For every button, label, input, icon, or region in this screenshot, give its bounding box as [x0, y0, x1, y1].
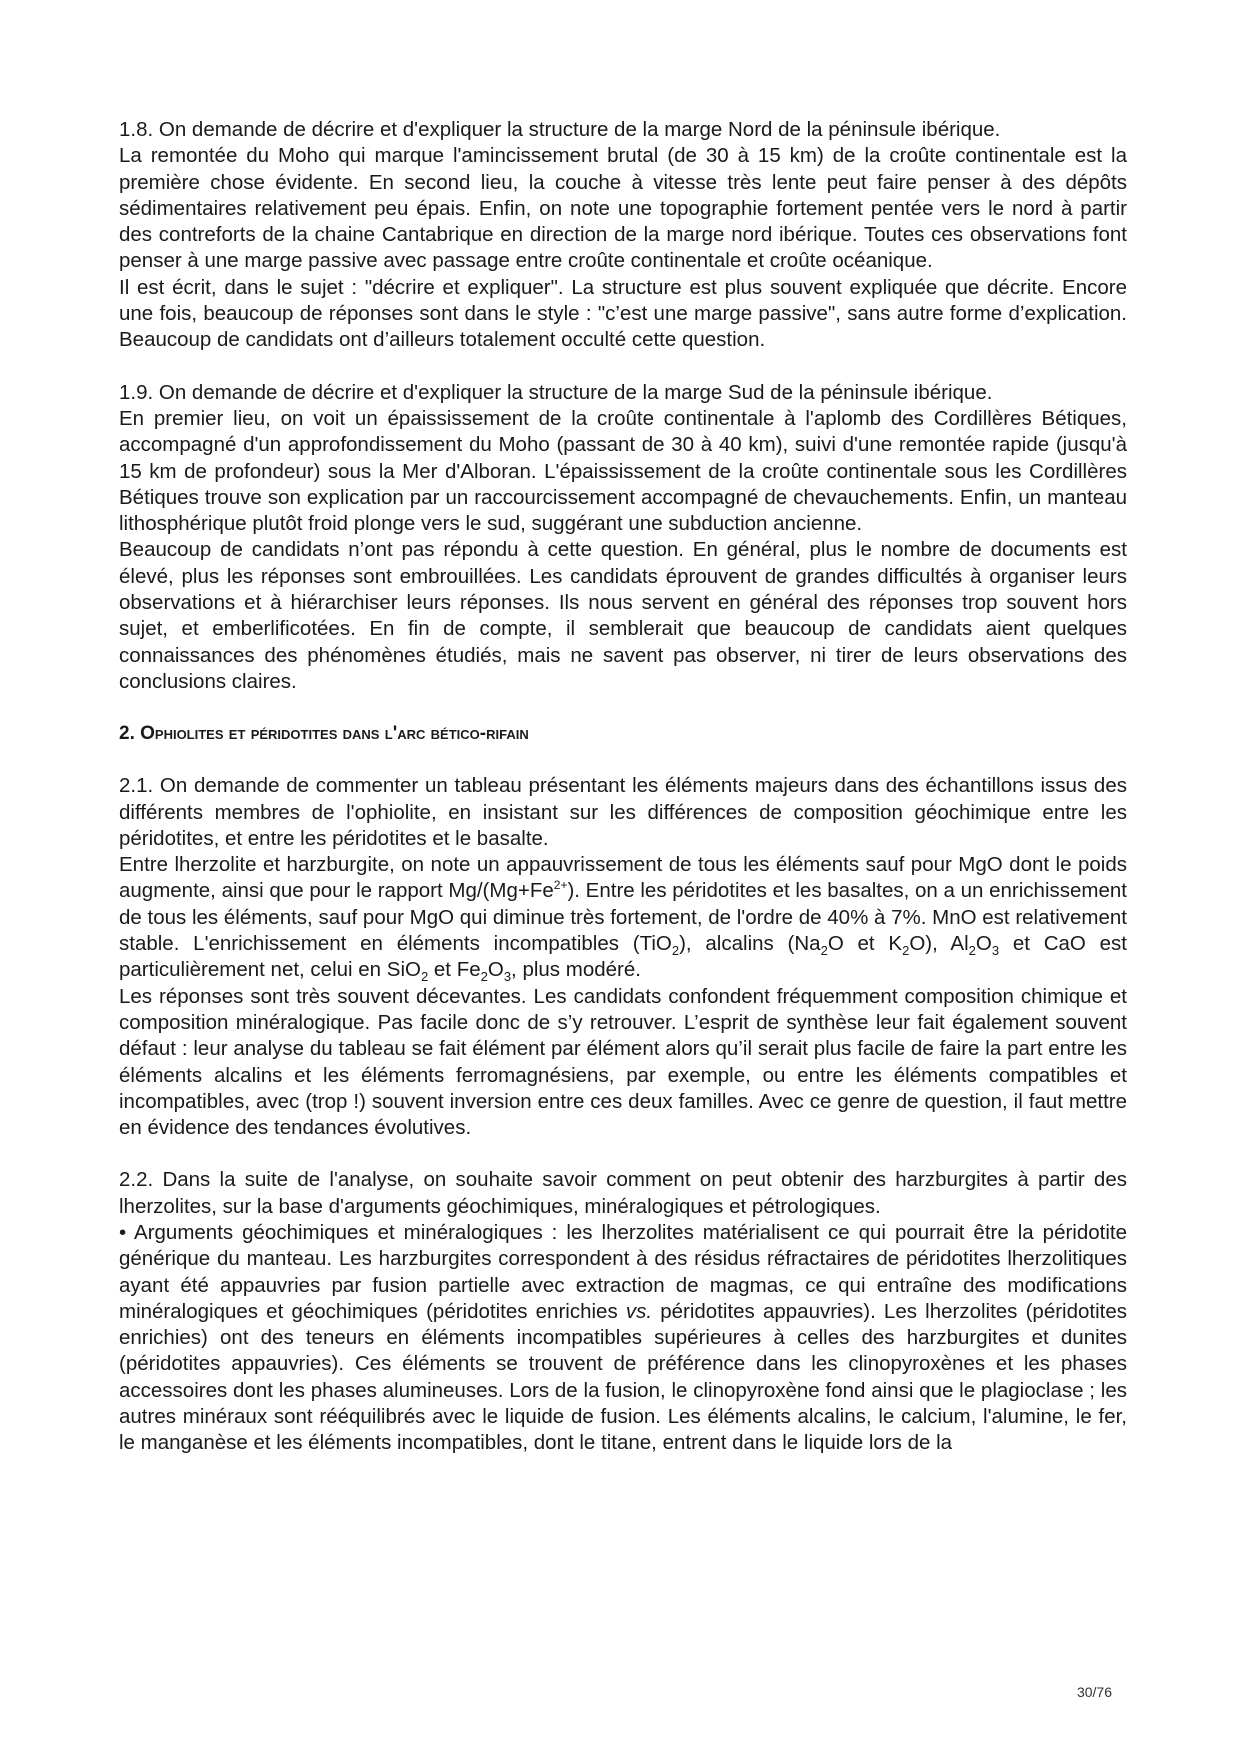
section-1-8-comment: Il est écrit, dans le sujet : "décrire et expliquer". La structure est plus souvent expliquée que décrite. Encore une fois, beaucoup de réponses sont dans le style : "c’est une marge passive", sans autre forme d’explication. Beaucoup de candidats ont d’ailleurs totalement occulté cette question. [119, 275, 1127, 352]
section-1-9-answer: En premier lieu, on voit un épaississement de la croûte continentale à l'aplomb des Cordillères Bétiques, accompagné d'un approfondissement du Moho (passant de 30 à 40 km), suivi d'une remontée rapide (jusqu'à 15 km de profondeur) sous la Mer d'Alboran. L'épaississement de la croûte continentale sous les Cordillères Bétiques trouve son explication par un raccourcissement accompagné de chevauchements. Enfin, un manteau lithosphérique plutôt froid plonge vers le sud, suggérant une subduction ancienne. [119, 406, 1127, 536]
section-2-heading: 2. Ophiolites et péridotites dans l'arc bético-rifain [119, 723, 529, 745]
document-page [119, 117, 1127, 1457]
section-2-1-comment: Les réponses sont très souvent décevantes. Les candidats confondent fréquemment composition chimique et composition minéralogique. Pas facile donc de s’y retrouver. L’esprit de synthèse leur fait également souvent défaut : leur analyse du tableau se fait élément par élément alors qu’il serait plus facile de faire la part entre les éléments alcalins et les éléments ferromagnésiens, par exemple, ou entre les éléments compatibles et incompatibles, avec (trop !) souvent inversion entre ces deux familles. Avec ce genre de question, il faut mettre en évidence des tendances évolutives. [119, 984, 1127, 1140]
page-number: 30/76 [1076, 1684, 1112, 1700]
section-2-1-intro: 2.1. On demande de commenter un tableau présentant les éléments majeurs dans des échantillons issus des différents membres de l'ophiolite, en insistant sur les différences de composition géochimique entre les péridotites, et entre les péridotites et le basalte. [119, 774, 1127, 850]
section-1-9-comment: Beaucoup de candidats n’ont pas répondu à cette question. En général, plus le nombre de documents est élevé, plus les réponses sont embrouillées. Les candidats éprouvent de grandes difficultés à organiser leurs observations et à hiérarchiser leurs réponses. Ils nous servent en général des réponses trop souvent hors sujet, et emberlificotées. En fin de compte, il semblerait que beaucoup de candidats aient quelques connaissances des phénomènes étudiés, mais ne savent pas observer, ni tirer de leurs observations des conclusions claires. [119, 538, 1127, 693]
section-2-2-bullet: • Arguments géochimiques et minéralogiques : les lherzolites matérialisent ce qui pourrait être la péridotite générique du manteau. Les harzburgites correspondent à des résidus réfractaires de péridotites lherzolitiques ayant été appauvries par fusion partielle avec extraction de magmas, ce qui entraîne des modifications minéralogiques et géochimiques (péridotites enrichies vs. péridotites appauvries). Les lherzolites (péridotites enrichies) ont des teneurs en éléments incompatibles supérieures à celles des harzburgites et dunites (péridotites appauvries). Ces éléments se trouvent de préférence dans les clinopyroxènes et les phases accessoires dont les phases alumineuses. Lors de la fusion, le clinopyroxène fond ainsi que le plagioclase ; les autres minéraux sont rééquilibrés avec le liquide de fusion. Les éléments alcalins, le calcium, l'alumine, le fer, le manganèse et les éléments incompatibles, dont le titane, entrent dans le liquide lors de la [119, 1220, 1127, 1455]
section-2-1-answer: Entre lherzolite et harzburgite, on note un appauvrissement de tous les éléments sauf pour MgO dont le poids augmente, ainsi que pour le rapport $Mg/(Mg+Fe^{2+})$. Entre les péridotites et les basaltes, on a un enrichissement de tous les éléments, sauf pour MgO qui diminue très fortement, de l'ordre de 40% à 7%. MnO est relativement stable. L'enrichissement en éléments incompatibles (TiO$_2$), alcalins ($Na_2O$ et $K_2O$), $Al_2O_3$ et CaO est particulièrement net, celui en SiO$_2$ et $Fe_2O_3$, plus modéré. [119, 853, 1127, 985]
section-2-2-intro: 2.2. Dans la suite de l'analyse, on souhaite savoir comment on peut obtenir des harzburgites à partir des lherzolites, sur la base d'arguments géochimiques, minéralogiques et pétrologiques. [119, 1168, 1127, 1218]
section-1-8-answer: La remontée du Moho qui marque l'amincissement brutal (de 30 à 15 km) de la croûte continentale est la première chose évidente. En second lieu, la couche à vitesse très lente peut faire penser à des dépôts sédimentaires relativement peu épais. Enfin, on note une topographie fortement pentée vers le nord à partir des contreforts de la chaine Cantabrique en direction de la marge nord ibérique. Toutes ces observations font penser à une marge passive avec passage entre croûte continentale et croûte océanique. [119, 144, 1127, 273]
section-1-8-intro: 1.8. On demande de décrire et d'expliquer la structure de la marge Nord de la péninsule ibérique. [119, 118, 1001, 141]
section-1-9-intro: 1.9. On demande de décrire et d'expliquer la structure de la marge Sud de la péninsule ibérique. [119, 380, 993, 404]
